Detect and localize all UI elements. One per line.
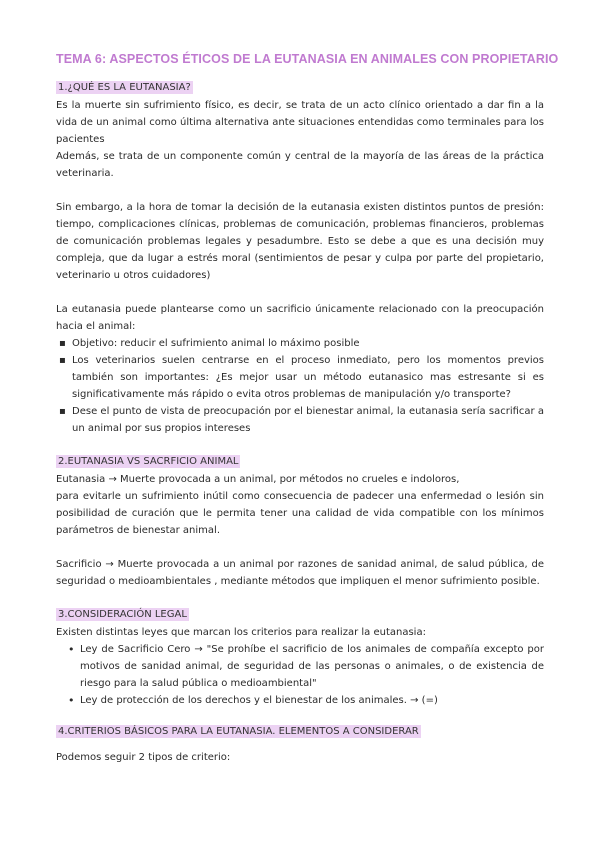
page-title: TEMA 6: ASPECTOS ÉTICOS DE LA EUTANASIA EN ANIMALES CON PROPIETARIO (56, 52, 559, 66)
paragraph: Podemos seguir 2 tipos de criterio: (56, 752, 231, 763)
list-item: • Ley de protección de los derechos y el bienestar de los animales. → (=) (66, 692, 544, 709)
list-item: ▪ Dese el punto de vista de preocupación por el bienestar animal, la eutanasia sería sacrificar a un animal por sus propios intereses (56, 403, 544, 437)
paragraph: Sin embargo, a la hora de tomar la decisión de la eutanasia existen distintos puntos de presión: tiempo, complicaciones clínicas, problemas de comunicación, problemas financieros, problemas de comunicación problemas legales y pesadumbre. Esto se debe a que es una decisión muy compleja, que da lugar a estrés moral (sentimientos de pesar y culpa por parte del propietario, veterinario u otros cuidadores) (56, 202, 544, 281)
paragraph: Existen distintas leyes que marcan los criterios para realizar la eutanasia: (56, 627, 426, 638)
paragraph: Eutanasia → Muerte provocada a un animal, por métodos no crueles e indoloros, (56, 474, 460, 485)
paragraph: para evitarle un sufrimiento inútil como consecuencia de padecer una enfermedad o lesión sin posibilidad de curación que le permita tener una calidad de vida compatible con los mínimos parámetros de bienestar animal. (56, 491, 544, 536)
list-item: ▪ Los veterinarios suelen centrarse en el proceso inmediato, pero los momentos previos también son importantes: ¿Es mejor usar un método eutanasico mas estresante si es significativamente más rápido o evita otros problemas de manipulación y/o transporte? (56, 352, 544, 403)
bullet-list (56, 641, 544, 709)
section-3-heading: 3.CONSIDERACIÓN LEGAL (58, 609, 187, 620)
section-1-heading: 1.¿QUÉ ES LA EUTANASIA? (58, 82, 191, 93)
paragraph: La eutanasia puede plantearse como un sacrificio únicamente relacionado con la preocupación hacia el animal: (56, 304, 544, 332)
section-2-heading: 2.EUTANASIA VS SACRFICIO ANIMAL (58, 456, 239, 467)
paragraph: Además, se trata de un componente común y central de la mayoría de las áreas de la práctica veterinaria. (56, 151, 544, 179)
section-2 (56, 449, 544, 590)
list-item: ▪ Objetivo: reducir el sufrimiento animal lo máximo posible (56, 335, 544, 352)
paragraph: Sacrificio → Muerte provocada a un animal por razones de sanidad animal, de salud pública, de seguridad o medioambientales , mediante métodos que impliquen el menor sufrimiento posible. (56, 559, 544, 587)
section-4 (56, 719, 544, 766)
section-4-heading: 4.CRITERIOS BÁSICOS PARA LA EUTANASIA. ELEMENTOS A CONSIDERAR (58, 726, 419, 737)
bullet-list (56, 335, 544, 437)
section-1 (56, 75, 544, 437)
section-3 (56, 602, 544, 709)
list-item: • Ley de Sacrificio Cero → "Se prohíbe el sacrificio de los animales de compañía excepto por motivos de sanidad animal, de seguridad de las personas o animales, o de existencia de riesgo para la salud pública o medioambiental" (66, 641, 544, 692)
paragraph: Es la muerte sin sufrimiento físico, es decir, se trata de un acto clínico orientado a dar fin a la vida de un animal como última alternativa ante situaciones entendidas como terminales para los pacientes (56, 100, 544, 145)
